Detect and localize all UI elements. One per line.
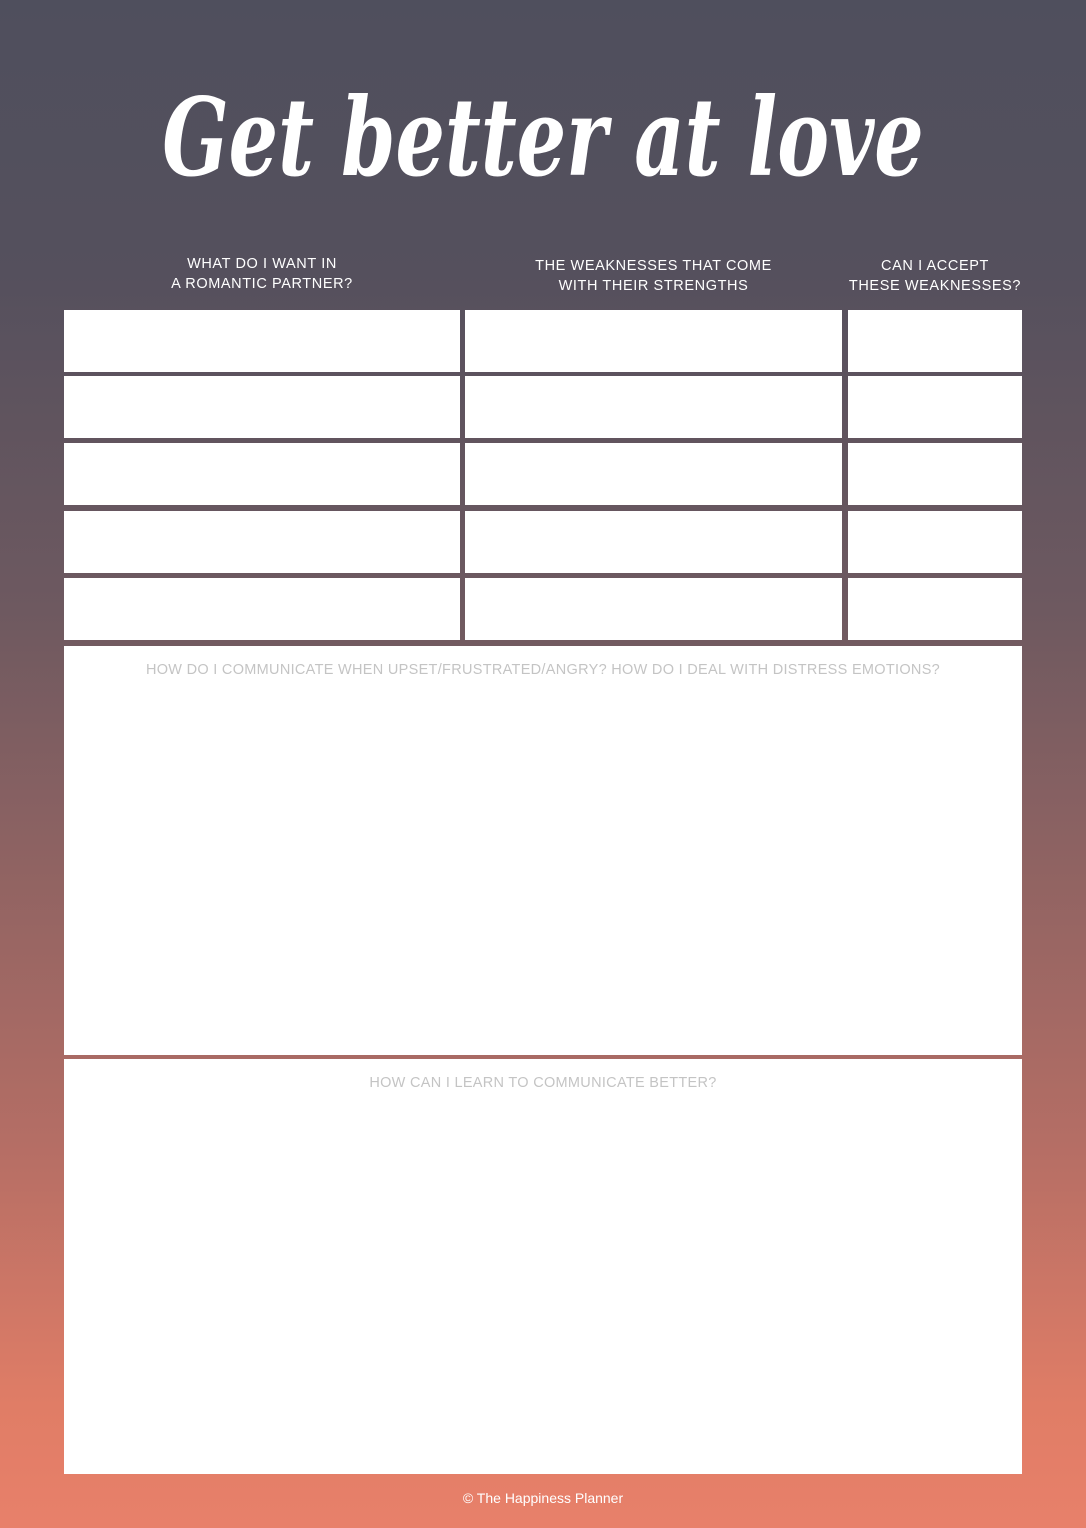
table-cell[interactable] bbox=[465, 578, 842, 640]
header-line: CAN I ACCEPT bbox=[881, 258, 989, 274]
column-header-weaknesses bbox=[465, 256, 842, 296]
page-title: Get better at love bbox=[162, 75, 924, 201]
footer-copyright: © The Happiness Planner bbox=[462, 1490, 624, 1506]
table-cell[interactable] bbox=[848, 578, 1022, 640]
table-cell[interactable] bbox=[64, 376, 460, 438]
header-line: A ROMANTIC PARTNER? bbox=[171, 276, 353, 292]
table-cell[interactable] bbox=[848, 443, 1022, 505]
table-cell[interactable] bbox=[64, 310, 460, 372]
column-header-want bbox=[64, 254, 460, 294]
table-cell[interactable] bbox=[64, 511, 460, 573]
header-line: THE WEAKNESSES THAT COME bbox=[535, 258, 772, 274]
table-cell[interactable] bbox=[848, 376, 1022, 438]
header-line: THESE WEAKNESSES? bbox=[848, 278, 1022, 294]
learn-prompt: HOW CAN I LEARN TO COMMUNICATE BETTER? bbox=[369, 1075, 717, 1091]
table-cell[interactable] bbox=[465, 376, 842, 438]
communicate-box[interactable] bbox=[64, 646, 1022, 1055]
table-cell[interactable] bbox=[465, 310, 842, 372]
learn-box[interactable] bbox=[64, 1059, 1022, 1474]
table-cell[interactable] bbox=[64, 578, 460, 640]
table-cell[interactable] bbox=[848, 511, 1022, 573]
table-cell[interactable] bbox=[465, 511, 842, 573]
column-header-accept bbox=[848, 256, 1022, 296]
header-line: WITH THEIR STRENGTHS bbox=[558, 278, 749, 294]
header-line: WHAT DO I WANT IN bbox=[187, 256, 337, 272]
table-cell[interactable] bbox=[64, 443, 460, 505]
table-cell[interactable] bbox=[848, 310, 1022, 372]
communicate-prompt: HOW DO I COMMUNICATE WHEN UPSET/FRUSTRATED/ANGRY? HOW DO I DEAL WITH DISTRESS EMOTIONS? bbox=[145, 662, 941, 678]
table-cell[interactable] bbox=[465, 443, 842, 505]
